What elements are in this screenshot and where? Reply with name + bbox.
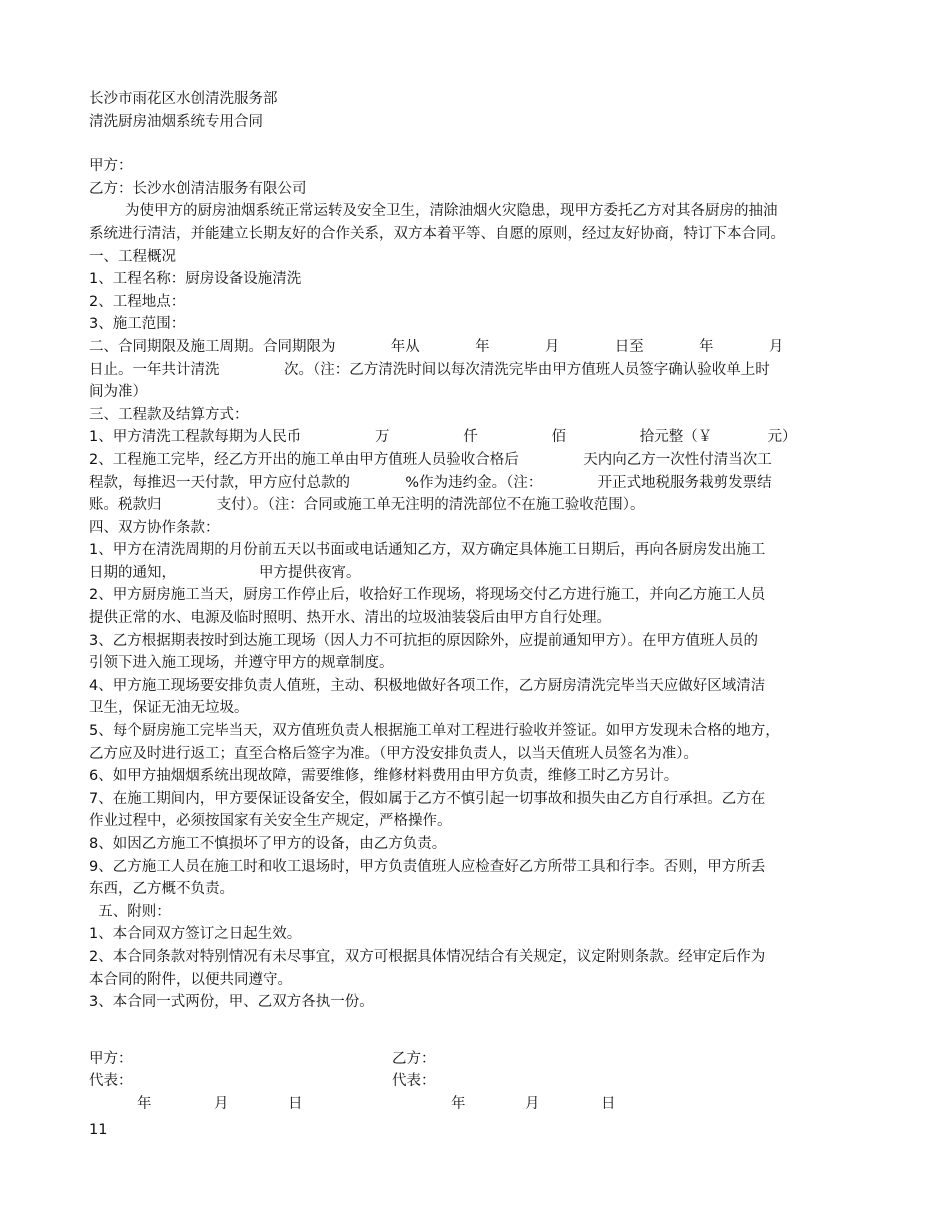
signature-rep-row xyxy=(89,1070,879,1093)
section1-heading: 一、工程概况 xyxy=(89,248,176,265)
signature-party-row xyxy=(89,1048,879,1071)
section4-line: 3、乙方根据期表按时到达施工现场（因人力不可抗拒的原因除外，应提前通知甲方）。在甲方值班人员的 xyxy=(89,632,758,649)
contract-document xyxy=(89,88,879,1116)
sig-a-year: 年 xyxy=(137,1095,152,1112)
sig-a-day: 日 xyxy=(288,1095,303,1112)
party-a-line: 甲方： xyxy=(89,158,133,175)
intro-line-1: 为使甲方的厨房油烟系统正常运转及安全卫生，清除油烟火灾隐患，现甲方委托乙方对其各厨房的抽油 xyxy=(125,203,778,220)
section4-line: 5、每个厨房施工完毕当天，双方值班负责人根据施工单对工程进行验收并签证。如甲方发现未合格的地方， xyxy=(89,723,780,740)
spacer xyxy=(89,133,879,155)
contract-title: 清洗厨房油烟系统专用合同 xyxy=(89,113,263,130)
sig-a-month: 月 xyxy=(214,1095,229,1112)
section5-line: 2、本合同条款对特别情况有未尽事宜，双方可根据具体情况结合有关规定，议定附则条款。经审定后作为 xyxy=(89,948,766,965)
spacer xyxy=(89,1014,879,1048)
section5-line: 本合同的附件，以便共同遵守。 xyxy=(89,971,292,988)
section4-line: 7、在施工期间内，甲方要保证设备安全，假如属于乙方不慎引起一切事故和损失由乙方自行承担。乙方在 xyxy=(89,790,766,807)
section4-line: 东西，乙方概不负责。 xyxy=(89,881,234,898)
party-b-line: 乙方：长沙水创清洁服务有限公司 xyxy=(89,180,307,197)
section4-heading: 四、双方协作条款： xyxy=(89,519,220,536)
section3-heading: 三、工程款及结算方式： xyxy=(89,406,249,423)
section3-line: 账。税款归 支付）。（注：合同或施工单无注明的清洗部位不在施工验收范围）。 xyxy=(89,497,645,514)
sig-b-year: 年 xyxy=(451,1095,466,1112)
section5-line: 1、本合同双方签订之日起生效。 xyxy=(89,926,302,943)
sig-party-b-label: 乙方： xyxy=(392,1050,436,1067)
section4-line: 卫生，保证无油无垃圾。 xyxy=(89,700,249,717)
section4-line: 提供正常的水、电源及临时照明、热开水、清出的垃圾油装袋后由甲方自行处理。 xyxy=(89,610,611,627)
sig-party-a-label: 甲方： xyxy=(89,1050,133,1067)
sig-b-day: 日 xyxy=(601,1095,616,1112)
intro-line-2: 系统进行清洁，并能建立长期友好的合作关系，双方本着平等、自愿的原则，经过友好协商，特订下本合同。 xyxy=(89,225,785,242)
section4-line: 引领下进入施工现场，并遵守甲方的规章制度。 xyxy=(89,655,394,672)
section1-item: 3、施工范围： xyxy=(89,316,186,333)
section4-line: 乙方应及时进行返工；直至合格后签字为准。（甲方没安排负责人，以当天值班人员签名为准）。 xyxy=(89,745,698,762)
section2-line: 间为准） xyxy=(89,384,147,401)
sig-b-month: 月 xyxy=(525,1095,540,1112)
section4-line: 1、甲方在清洗周期的月份前五天以书面或电话通知乙方，双方确定具体施工日期后，再向各厨房发出施工 xyxy=(89,542,766,559)
section2-line: 二、合同期限及施工周期。合同期限为 年从 年 月 日至 年 月 xyxy=(89,338,784,355)
section3-line: 程款，每推迟一天付款，甲方应付总款的 %作为违约金。（注： 开正式地税服务栽剪发票结 xyxy=(89,474,772,491)
section1-item: 2、工程地点： xyxy=(89,293,186,310)
section2-line: 日止。一年共计清洗 次。（注：乙方清洗时间以每次清洗完毕由甲方值班人员签字确认验收单上时 xyxy=(89,361,770,378)
section4-line: 作业过程中，必须按国家有关安全生产规定，严格操作。 xyxy=(89,813,452,830)
section4-line: 6、如甲方抽烟烟系统出现故障，需要维修，维修材料费用由甲方负责，维修工时乙方另计。 xyxy=(89,768,679,785)
section1-item: 1、工程名称：厨房设备设施清洗 xyxy=(89,271,302,288)
section3-line: 2、工程施工完毕，经乙方开出的施工单由甲方值班人员验收合格后 天内向乙方一次性付清当次工 xyxy=(89,451,772,468)
sig-rep-a-label: 代表： xyxy=(89,1073,133,1090)
section5-line: 3、本合同一式两份，甲、乙双方各执一份。 xyxy=(89,994,374,1011)
company-name: 长沙市雨花区水创清洗服务部 xyxy=(89,91,278,107)
section4-line: 8、如因乙方施工不慎损坏了甲方的设备，由乙方负责。 xyxy=(89,836,447,852)
section3-line: 1、甲方清洗工程款每期为人民币 万 仟 佰 拾元整（￥ 元） xyxy=(89,429,797,446)
page-number: 11 xyxy=(89,1122,108,1138)
section4-line: 9、乙方施工人员在施工时和收工退场时，甲方负责值班人应检查好乙方所带工具和行李。否则，甲方所丢 xyxy=(89,858,766,875)
section5-heading: 五、附则： xyxy=(89,903,171,920)
signature-date-row xyxy=(89,1093,879,1116)
sig-rep-b-label: 代表： xyxy=(392,1073,436,1090)
section4-line: 日期的通知， 甲方提供夜宵。 xyxy=(89,564,361,581)
section4-line: 2、甲方厨房施工当天，厨房工作停止后，收拾好工作现场，将现场交付乙方进行施工，并向乙方施工人员 xyxy=(89,587,766,604)
section4-line: 4、甲方施工现场要安排负责人值班，主动、积极地做好各项工作，乙方厨房清洗完毕当天应做好区域清洁 xyxy=(89,677,766,694)
